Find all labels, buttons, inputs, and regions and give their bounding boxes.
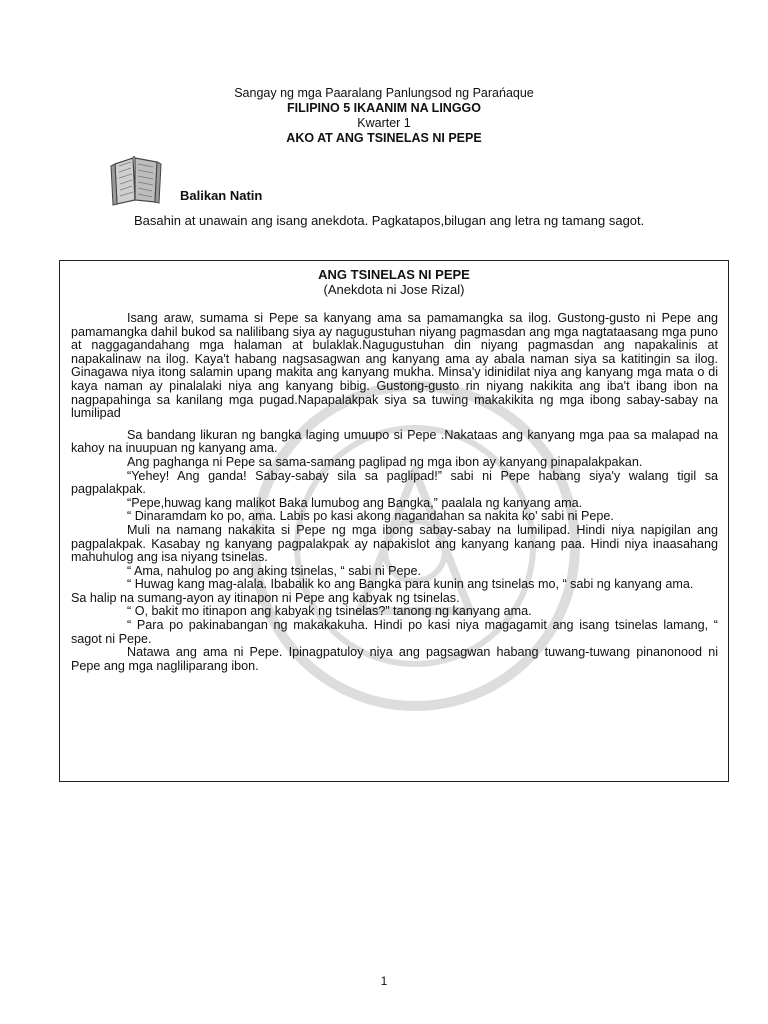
division-name: Sangay ng mga Paaralang Panlungsod ng Parańaque — [234, 86, 534, 100]
document-header — [0, 86, 768, 146]
story-paragraph: Ang paghanga ni Pepe sa sama-samang paglipad ng mga ibon ay kanyang pinapalakpakan. — [127, 454, 643, 469]
story-paragraph: “ Para po pakinabangan ng makakakuha. Hindi po kasi niya magagamit ang isang tsinelas lamang, “ sagot ni Pepe. — [71, 618, 718, 646]
story-paragraph: Sa halip na sumang-ayon ay itinapon ni Pepe ang kabyak ng tsinelas. — [71, 590, 460, 605]
story-paragraph: “Pepe,huwag kang malikot Baka lumubog ang Bangka,” paalala ng kanyang ama. — [127, 495, 583, 510]
story-paragraph: “Yehey! Ang ganda! Sabay-sabay sila sa paglipad!” sabi ni Pepe habang siya'y walang tigil sa pagpalakpak. — [71, 468, 718, 497]
story-paragraph: Isang araw, sumama si Pepe sa kanyang ama sa pamamangka sa ilog. Gustong-gusto ni Pepe ang pamamangka dahil bukod sa nalilibang siya ay nagugustuhan niyang pagmasdan ang mga nagtataasang mga puno at naggagandahang mga halaman at bulaklak.Nagugustuhan din niyang pagmasdan ang napakalinis at napakalinaw na ilog. Kaya't habang nagsasagwan ang kanyang ama ay abala naman siya sa katitingin sa ilog. Ginagawa niya itong salamin upang makita ang kanyang mukha. Minsa'y idinidilat niya ang kanyang mga mata o di kaya naman ay pinalalaki niya ang kanyang bibig. Gustong-gusto rin niyang nakikita ang iba't ibang ibon na nagpapahinga sa kanilang mga pugad.Napapalakpak siya sa tuwing makakikita ng mga ibong sabay-sabay na lumilipad — [71, 311, 718, 421]
instruction-text: Basahin at unawain ang isang anekdota. Pagkatapos,bilugan ang letra ng tamang sagot. — [134, 213, 645, 228]
story-paragraph: Natawa ang ama ni Pepe. Ipinagpatuloy niya ang pagsagwan habang tuwang-tuwang pinanonood ni Pepe ang mga nagliliparang ibon. — [71, 645, 718, 673]
quarter-label: Kwarter 1 — [357, 116, 411, 130]
story-author: (Anekdota ni Jose Rizal) — [323, 282, 465, 297]
section-heading: Balikan Natin — [180, 188, 263, 203]
open-book-icon — [105, 152, 167, 206]
story-title: ANG TSINELAS NI PEPE — [318, 267, 470, 282]
story-paragraph: “ Huwag kang mag-alala. Ibabalik ko ang Bangka para kunin ang tsinelas mo, “ sabi ng kanyang ama. — [127, 577, 694, 592]
lesson-title: AKO AT ANG TSINELAS NI PEPE — [286, 131, 482, 145]
story-body — [71, 312, 718, 673]
story-paragraph: Sa bandang likuran ng bangka laging umuupo si Pepe .Nakataas ang kanyang mga paa sa malapad na kahoy na inuupuan ng kanyang ama. — [71, 427, 718, 456]
story-paragraph: “ Dinaramdam ko po, ama. Labis po kasi akong nagandahan sa nakita ko' sabi ni Pepe. — [127, 509, 614, 524]
story-box — [59, 260, 729, 782]
subject-week: FILIPINO 5 IKAANIM NA LINGGO — [287, 101, 481, 115]
page-number: 1 — [380, 974, 388, 988]
story-paragraph: “ O, bakit mo itinapon ang kabyak ng tsinelas?” tanong ng kanyang ama. — [127, 604, 532, 619]
story-paragraph: “ Ama, nahulog po ang aking tsinelas, “ sabi ni Pepe. — [127, 563, 422, 578]
story-paragraph: Muli na namang nakakita si Pepe ng mga ibong sabay-sabay na lumilipad. Hindi niya napigilan ang pagpalakpak. Kasabay ng kanyang pagpalakpak ay napakislot ang kanyang kanang paa. Hindi niya inaasahang mahuhulog ang isa niyang tsinelas. — [71, 522, 718, 565]
